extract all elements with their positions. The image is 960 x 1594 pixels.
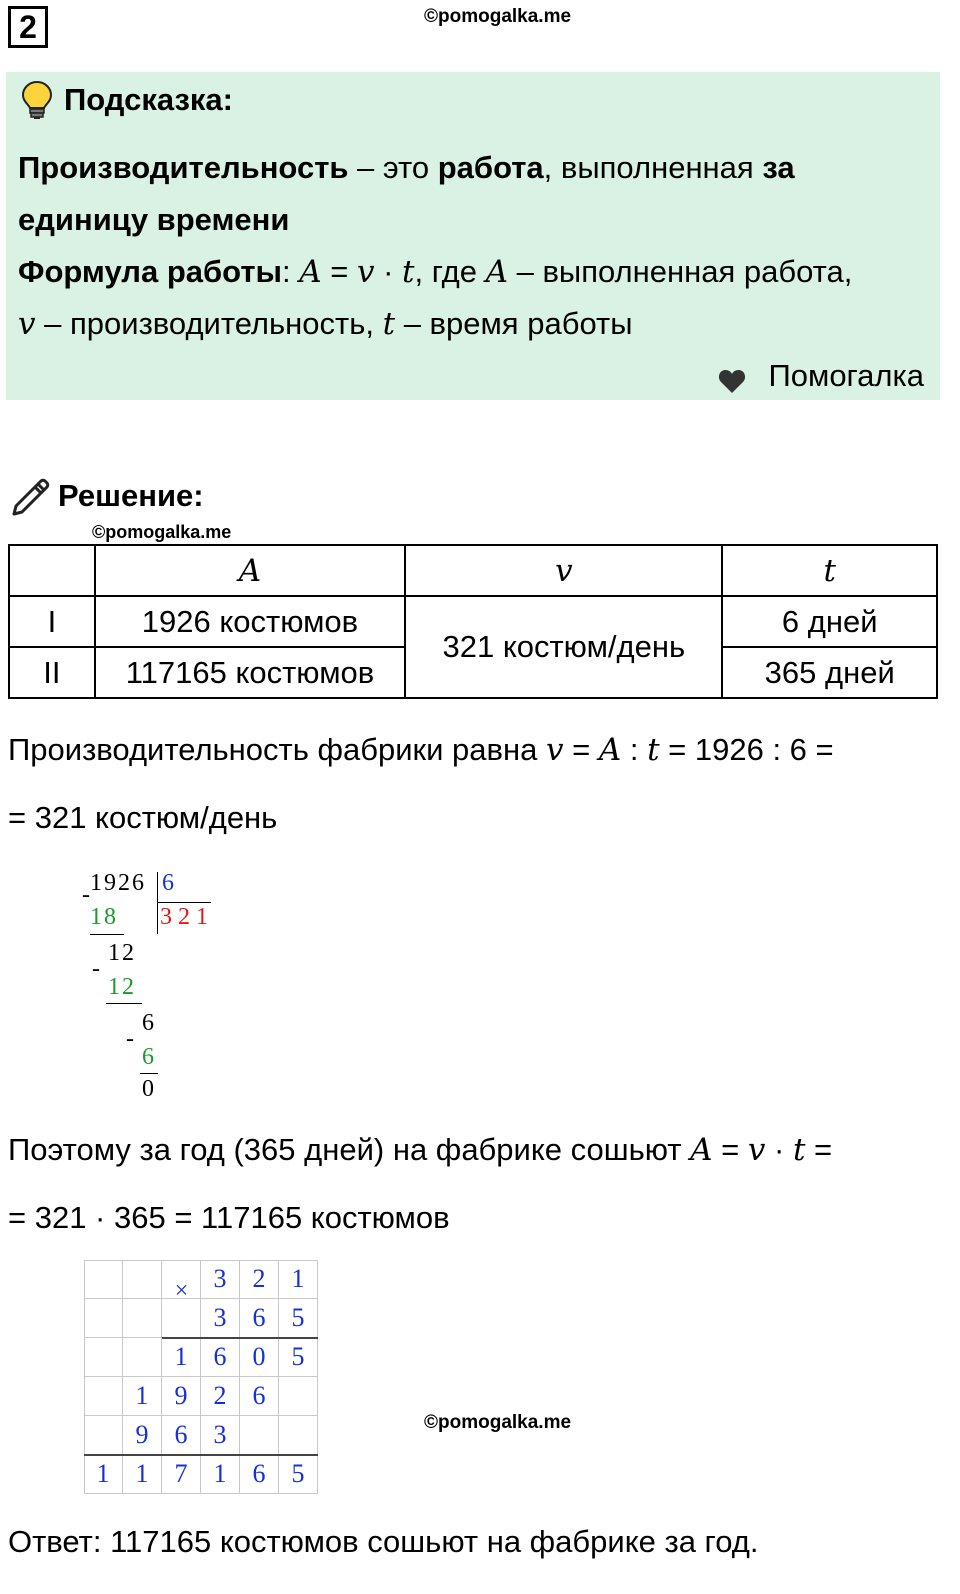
hint-formula-line: Формула работы: A = v · t, где A – выполненная работа, (18, 254, 853, 290)
table-cell: II (9, 647, 95, 698)
minus-sign: - (82, 882, 90, 908)
solution-title: Решение: (58, 478, 204, 513)
multiply-line-2 (84, 1454, 318, 1456)
grid-cell: 5 (279, 1338, 318, 1377)
grid-cell (84, 1338, 123, 1377)
table-cell: 6 дней (722, 596, 937, 647)
grid-cell: 3 (201, 1299, 240, 1338)
grid-cell: 6 (240, 1299, 279, 1338)
hint-title: Подсказка: (64, 82, 233, 117)
task-number: 2 (8, 6, 48, 48)
subtrahend-1: 18 (90, 904, 118, 930)
data-table (8, 544, 938, 699)
productivity-text: Производительность фабрики равна v = A : t = 1926 : 6 = (8, 732, 834, 768)
table-cell: 321 костюм/день (405, 596, 722, 698)
grid-cell: 9 (123, 1416, 162, 1455)
lightbulb-icon (20, 80, 54, 120)
watermark-bottom: ©pomogalka.me (424, 1412, 572, 1433)
table-header-row (9, 545, 937, 596)
grid-cell: 0 (240, 1338, 279, 1377)
minus-sign: - (92, 956, 100, 982)
table-cell: 1926 костюмов (95, 596, 405, 647)
grid-cell: 1 (123, 1455, 162, 1494)
dividend: 1926 (90, 870, 146, 896)
division-vertical-line (157, 872, 158, 934)
table-cell: 117165 костюмов (95, 647, 405, 698)
table-header-cell: t (722, 545, 937, 596)
grid-cell: 1 (162, 1338, 201, 1377)
final-remainder: 0 (142, 1076, 154, 1102)
grid-cell (84, 1416, 123, 1455)
grid-cell: 1 (123, 1377, 162, 1416)
grid-cell: 6 (201, 1338, 240, 1377)
grid-cell (84, 1299, 123, 1338)
grid-cell (123, 1338, 162, 1377)
grid-cell (84, 1377, 123, 1416)
grid-cell (123, 1299, 162, 1338)
grid-cell: 6 (162, 1416, 201, 1455)
grid-cell: 1 (201, 1455, 240, 1494)
grid-cell (279, 1416, 318, 1455)
grid-cell (123, 1260, 162, 1299)
subtrahend-2: 12 (108, 974, 136, 1000)
subtrahend-3: 6 (142, 1044, 154, 1070)
grid-cell: 5 (279, 1455, 318, 1494)
table-header-cell (9, 545, 95, 596)
table-row (9, 596, 937, 647)
underline-2 (106, 1003, 142, 1004)
hint-definition-line-2: единицу времени (18, 202, 290, 237)
grid-cell: 9 (162, 1377, 201, 1416)
grid-cell (240, 1416, 279, 1455)
multiply-sign: × (174, 1278, 189, 1304)
table-header-cell: A (95, 545, 405, 596)
grid-cell: 2 (201, 1377, 240, 1416)
remainder-2: 6 (142, 1010, 154, 1036)
grid-cell (84, 1260, 123, 1299)
remainder-1: 12 (108, 940, 136, 966)
grid-cell: 5 (279, 1299, 318, 1338)
grid-cell: 1 (279, 1260, 318, 1299)
minus-sign: - (126, 1026, 134, 1052)
watermark-top: ©pomogalka.me (424, 6, 572, 27)
grid-cell: 6 (240, 1377, 279, 1416)
answer-text: Ответ: 117165 костюмов сошьют на фабрике за год. (8, 1524, 759, 1559)
pencil-icon (10, 476, 52, 518)
quotient: 3 2 1 (160, 904, 208, 930)
brand-label: Помогалка (768, 358, 924, 393)
underline-3 (140, 1073, 158, 1074)
productivity-result: = 321 костюм/день (8, 800, 278, 835)
table-cell: 365 дней (722, 647, 937, 698)
grid-cell: 7 (162, 1455, 201, 1494)
yearly-output-result: = 321 · 365 = 117165 костюмов (8, 1200, 450, 1235)
grid-cell: 2 (240, 1260, 279, 1299)
hint-definition-line-1: Производительность – это работа, выполненная за (18, 150, 795, 185)
table-cell: I (9, 596, 95, 647)
division-horizontal-line (157, 902, 211, 903)
table-header-cell: v (405, 545, 722, 596)
divisor: 6 (162, 870, 174, 896)
yearly-output-text: Поэтому за год (365 дней) на фабрике сошьют A = v · t = (8, 1132, 833, 1168)
heart-icon (718, 368, 746, 394)
grid-cell (279, 1377, 318, 1416)
underline-1 (90, 934, 124, 935)
grid-cell: 6 (240, 1455, 279, 1494)
watermark-table: ©pomogalka.me (92, 522, 232, 542)
grid-cell: 3 (201, 1416, 240, 1455)
hint-formula-explanation: v – производительность, t – время работы (18, 306, 633, 342)
multiply-line-1 (162, 1337, 318, 1339)
grid-cell: 3 (201, 1260, 240, 1299)
grid-cell: 1 (84, 1455, 123, 1494)
